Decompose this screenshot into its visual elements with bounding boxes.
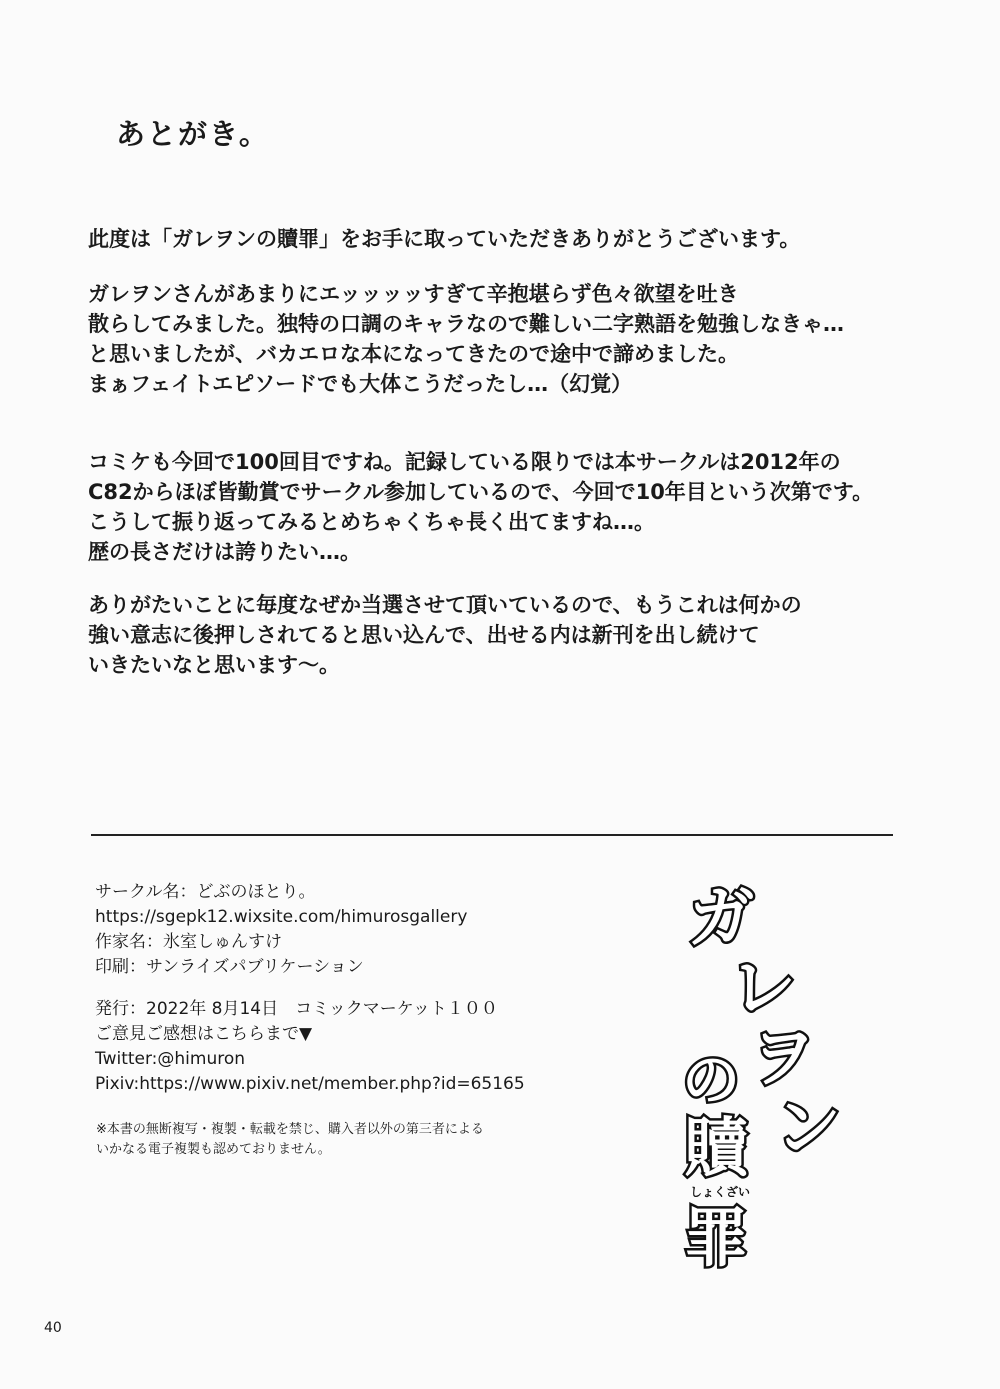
afterword-heading: あとがき。 xyxy=(116,117,270,151)
text-line: コミケも今回で100回目ですね。記録している限りでは本サークルは2012年の xyxy=(88,450,841,474)
text-line: ガレヲンさんがあまりにエッッッッすぎて辛抱堪らず色々欲望を吐き xyxy=(88,282,739,306)
title-ruby: しょくざい xyxy=(690,1185,751,1199)
issue-date: 発行：2022年 8月14日 コミックマーケット１００ xyxy=(95,999,498,1019)
title-glyph: ン xyxy=(775,1089,841,1166)
paragraph-thanks xyxy=(88,224,948,254)
paragraph-closing xyxy=(88,590,948,680)
circle-name: サークル名：どぶのほとり。 xyxy=(95,882,316,902)
vertical-title-logo xyxy=(680,880,860,1280)
text-line: 散らしてみました。独特の口調のキャラなので難しい二字熟語を勉強しなきゃ… xyxy=(88,312,844,336)
website-link[interactable]: https://sgepk12.wixsite.com/himurosgallery xyxy=(95,907,468,927)
paragraph-comiket xyxy=(88,447,948,567)
colophon-contact xyxy=(95,997,525,1097)
title-glyph: 罪 xyxy=(684,1202,748,1276)
title-glyph: ヲ xyxy=(750,1019,816,1096)
paragraph-character xyxy=(88,279,948,399)
title-glyph: の xyxy=(682,1046,741,1114)
text-line: まぁフェイトエピソードでも大体こうだったし…（幻覚） xyxy=(88,372,633,396)
pixiv-link[interactable]: Pixiv:https://www.pixiv.net/member.php?id=65165 xyxy=(95,1074,525,1094)
text-line: 此度は「ガレヲンの贖罪」をお手に取っていただきありがとうございます。 xyxy=(88,227,801,251)
copyright-notice xyxy=(96,1120,484,1160)
title-glyph: ガ xyxy=(688,880,754,956)
twitter-handle[interactable]: Twitter:@himuron xyxy=(95,1049,246,1069)
text-line: こうして振り返ってみるとめちゃくちゃ長く出てますね…。 xyxy=(88,510,655,534)
author-name: 作家名：氷室しゅんすけ xyxy=(95,932,282,952)
printer-name: 印刷：サンライズパブリケーション xyxy=(95,957,364,977)
title-glyph: 贖 xyxy=(684,1112,748,1186)
notice-line: いかなる電子複製も認めておりません。 xyxy=(96,1142,331,1157)
page-number: 40 xyxy=(44,1320,62,1336)
text-line: ありがたいことに毎度なぜか当選させて頂いているので、もうこれは何かの xyxy=(88,593,802,617)
text-line: 強い意志に後押しされてると思い込んで、出せる内は新刊を出し続けて xyxy=(88,623,760,647)
section-divider xyxy=(91,834,893,836)
text-line: C82からほぼ皆勤賞でサークル参加しているので、今回で10年目という次第です。 xyxy=(88,480,874,504)
text-line: と思いましたが、バカエロな本になってきたので途中で諦めました。 xyxy=(88,342,739,366)
text-line: 歴の長さだけは誇りたい…。 xyxy=(88,540,361,564)
colophon-credits xyxy=(95,880,467,980)
title-glyph: レ xyxy=(730,949,796,1026)
notice-line: ※本書の無断複写・複製・転載を禁じ、購入者以外の第三者による xyxy=(96,1122,484,1137)
text-line: いきたいなと思います〜。 xyxy=(88,653,340,677)
feedback-label: ご意見ご感想はこちらまで▼ xyxy=(95,1024,313,1044)
